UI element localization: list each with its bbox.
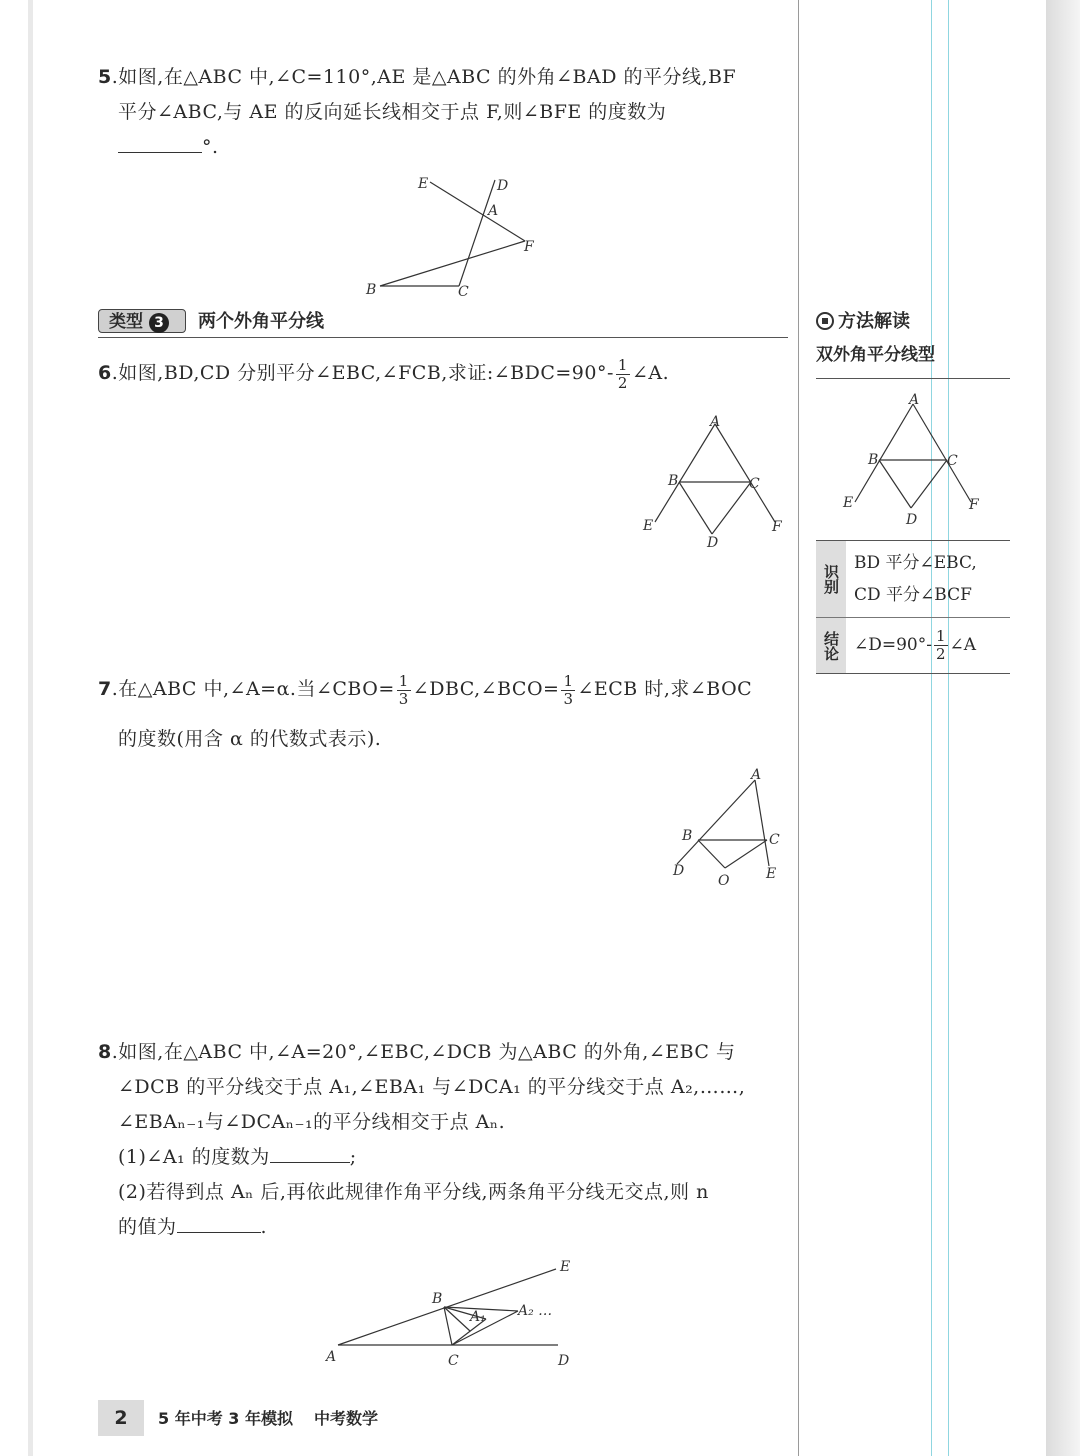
identify-line1: BD 平分∠EBC,	[854, 553, 977, 573]
section-tag	[98, 309, 186, 333]
problem-8-figure	[320, 1255, 590, 1375]
sidebar-figure	[835, 388, 995, 528]
problem-8-line3: ∠EBAₙ₋₁与∠DCAₙ₋₁的平分线相交于点 Aₙ.	[118, 1111, 506, 1133]
problem-8	[98, 1035, 745, 1245]
problem-7	[98, 672, 752, 757]
p7-line-AD	[677, 780, 755, 864]
p7-label-E: E	[766, 866, 777, 882]
p6-label-D: D	[707, 535, 719, 550]
problem-7-text-a: .在△ABC 中,∠A=α.当∠CBO=	[111, 678, 395, 700]
p5-label-B: B	[366, 282, 377, 298]
p7-line-CO	[725, 840, 767, 868]
side-label-E: E	[843, 495, 854, 511]
side-label-A: A	[909, 392, 920, 408]
p5-label-E: E	[418, 176, 429, 192]
problem-8-number: 8	[98, 1041, 112, 1063]
method-icon	[816, 312, 834, 330]
p7-line-BO	[698, 840, 725, 868]
conclusion-text-b: ∠A	[949, 635, 977, 655]
table-row-conclusion	[816, 617, 1010, 673]
p5-line-CD	[459, 180, 495, 286]
p6-label-A: A	[710, 414, 721, 430]
side-label-B: B	[868, 452, 879, 468]
problem-5-answer-blank[interactable]	[118, 132, 202, 153]
p8-label-C: C	[448, 1353, 459, 1369]
side-line-CD	[911, 460, 947, 508]
table-label-identify: 识别	[816, 541, 846, 617]
p8-label-A: A	[326, 1349, 337, 1365]
problem-6-fraction	[616, 357, 630, 392]
p6-line-CD	[712, 482, 751, 534]
sidebar-title-text: 方法解读	[838, 311, 910, 332]
problem-5-text-line1: .如图,在△ABC 中,∠C=110°,AE 是△ABC 的外角∠BAD 的平分线,BF	[111, 66, 737, 88]
section-header	[98, 307, 798, 337]
side-label-D: D	[906, 512, 918, 528]
problem-6-frac-bottom: 2	[617, 373, 628, 392]
p7-label-A: A	[751, 767, 762, 783]
p6-line-AF	[715, 424, 775, 522]
problem-5	[98, 60, 736, 165]
margin-line-1	[931, 0, 932, 1456]
p5-label-A: A	[488, 203, 499, 219]
p8-label-E: E	[560, 1259, 571, 1275]
problem-8-line1: .如图,在△ABC 中,∠A=20°,∠EBC,∠DCB 为△ABC 的外角,∠EBC 与	[111, 1041, 736, 1063]
p5-label-D: D	[497, 178, 509, 194]
table-row-identify	[816, 541, 1010, 617]
p6-label-B: B	[668, 473, 679, 489]
sidebar-title	[816, 309, 910, 335]
page-number: 2	[98, 1400, 144, 1436]
problem-8-part2-end: .	[260, 1216, 268, 1238]
p6-line-AE	[655, 424, 715, 522]
problem-5-figure	[350, 170, 550, 300]
p8-label-D: D	[558, 1353, 570, 1369]
p7-label-C: C	[769, 832, 780, 848]
problem-7-figure	[665, 762, 795, 892]
side-label-C: C	[947, 453, 958, 469]
problem-7-fraction-1	[397, 673, 411, 708]
side-line-BD	[879, 460, 911, 508]
sidebar-rule	[816, 378, 1010, 379]
table-cell-identify	[846, 541, 977, 617]
page-left-edge	[28, 0, 33, 1456]
conclusion-frac-top: 1	[936, 627, 946, 645]
problem-7-text-b: ∠DBC,∠BCO=	[412, 678, 560, 700]
problem-7-text-line2: 的度数(用含 α 的代数式表示).	[118, 727, 382, 750]
problem-8-part1-blank[interactable]	[270, 1142, 350, 1163]
problem-6	[98, 356, 669, 392]
p8-label-B: B	[432, 1291, 443, 1307]
table-cell-conclusion	[846, 618, 976, 673]
problem-6-text-b: ∠A.	[631, 362, 670, 384]
section-title: 两个外角平分线	[198, 311, 324, 332]
margin-line-2	[948, 0, 949, 1456]
problem-6-number: 6	[98, 362, 112, 384]
table-label-conclusion: 结论	[816, 618, 846, 673]
problem-8-part2-text: (2)若得到点 Aₙ 后,再依此规律作角平分线,两条角平分线无交点,则 n	[118, 1181, 709, 1203]
section-tag-text: 类型	[109, 312, 143, 332]
problem-7-frac1-bottom: 3	[398, 689, 409, 708]
problem-8-part1-text: (1)∠A₁ 的度数为	[118, 1146, 270, 1168]
p7-line-AE	[755, 780, 769, 866]
problem-7-frac2-top: 1	[563, 671, 574, 690]
problem-5-number: 5	[98, 66, 112, 88]
p5-label-F: F	[524, 239, 534, 255]
problem-5-text-line2: 平分∠ABC,与 AE 的反向延长线相交于点 F,则∠BFE 的度数为	[118, 101, 667, 123]
problem-8-part2-text2: 的值为	[118, 1216, 177, 1238]
problem-8-line2: ∠DCB 的平分线交于点 A₁,∠EBA₁ 与∠DCA₁ 的平分线交于点 A₂,……,	[118, 1076, 746, 1098]
conclusion-frac-bottom: 2	[936, 645, 946, 663]
side-label-F: F	[969, 497, 979, 513]
book-title: 5 年中考 3 年模拟	[158, 1409, 293, 1428]
problem-6-frac-top: 1	[617, 355, 628, 374]
problem-7-frac1-top: 1	[398, 671, 409, 690]
p8-label-A1: A₁	[470, 1309, 486, 1325]
p6-label-E: E	[643, 518, 654, 534]
p5-label-C: C	[458, 284, 469, 300]
p7-label-D: D	[673, 863, 685, 879]
p8-label-A2: A₂ …	[518, 1303, 553, 1319]
p7-label-B: B	[682, 828, 693, 844]
problem-7-text-c: ∠ECB 时,求∠BOC	[577, 678, 753, 700]
p5-line-BF	[380, 241, 525, 286]
side-line-AF	[913, 404, 971, 502]
conclusion-fraction	[934, 628, 948, 663]
page-right-edge	[1046, 0, 1080, 1456]
sidebar-table	[816, 540, 1010, 674]
side-line-AE	[855, 404, 913, 502]
identify-line2: CD 平分∠BCF	[854, 585, 972, 605]
problem-7-frac2-bottom: 3	[563, 689, 574, 708]
p6-line-BD	[679, 482, 712, 534]
problem-6-text-a: .如图,BD,CD 分别平分∠EBC,∠FCB,求证:∠BDC=90°-	[111, 362, 614, 384]
sidebar-subtitle: 双外角平分线型	[816, 345, 935, 365]
subject-title: 中考数学	[314, 1409, 379, 1428]
problem-7-fraction-2	[561, 673, 575, 708]
problem-8-part1-end: ;	[349, 1146, 357, 1168]
p6-label-C: C	[749, 476, 760, 492]
problem-7-number: 7	[98, 678, 112, 700]
problem-5-text-line3: °.	[202, 136, 219, 158]
section-tag-number: 3	[149, 313, 169, 333]
section-rule	[98, 337, 788, 338]
conclusion-text-a: ∠D=90°-	[854, 635, 932, 655]
column-divider	[798, 0, 799, 1456]
p7-label-O: O	[718, 873, 730, 889]
p6-label-F: F	[772, 519, 782, 535]
page-footer	[98, 1398, 1044, 1456]
problem-8-part2-blank[interactable]	[177, 1212, 261, 1233]
problem-6-figure	[635, 410, 795, 550]
